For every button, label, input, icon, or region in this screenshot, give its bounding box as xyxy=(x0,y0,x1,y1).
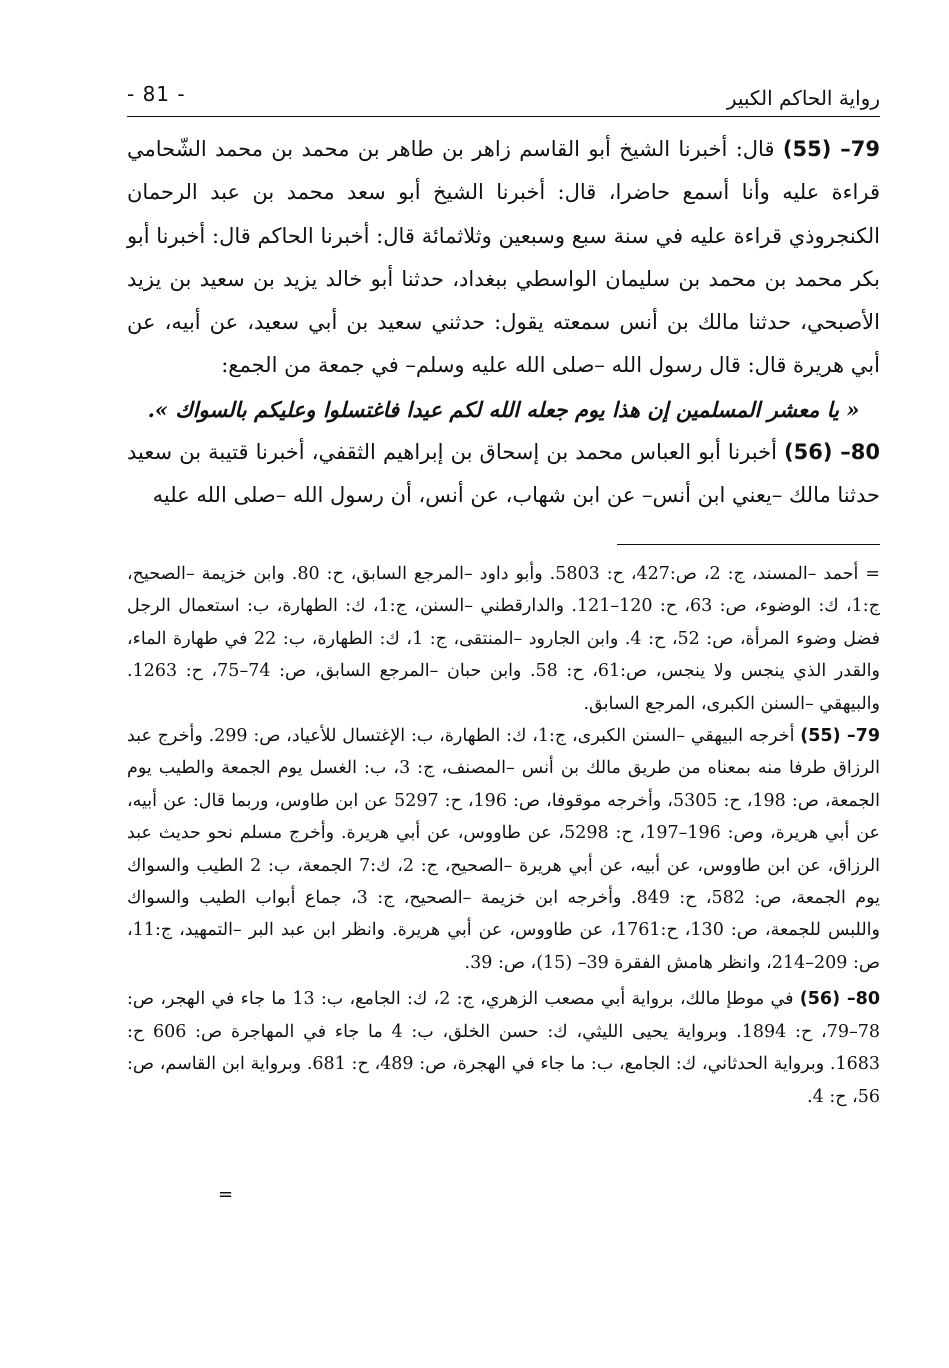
continuation-mark: = xyxy=(218,1184,234,1205)
running-title: رواية الحاكم الكبير xyxy=(726,86,880,110)
footnote-number: 80– (56) xyxy=(799,989,881,1010)
hadith-quote: « يا معشر المسلمين إن هذا يوم جعله الله لكم عيدا فاغتسلوا وعليكم بالسواك ». xyxy=(147,396,860,422)
footnote-80 xyxy=(127,983,880,1113)
paragraph-number: 79– (55) xyxy=(782,137,880,161)
footnote-79 xyxy=(127,720,880,979)
main-text xyxy=(127,128,880,518)
page-number: - 81 - xyxy=(127,82,186,106)
paragraph-text: قال: أخبرنا الشيخ أبو القاسم زاهر بن طاهر بن محمد بن محمد الشّحامي قراءة عليه وأنا أسمع حاضرا، قال: أخبرنا الشيخ أبو سعد محمد بن عبد الرحمان الكنجروذي قراءة عليه في سنة سبع وسبعين وثلاثمائة قال: أخبرنا الحاكم قال: أخبرنا أبو بكر محمد بن محمد بن سليمان الواسطي ببغداد، حدثنا أبو خالد يزيد بن سعيد بن يزيد الأصبحي، حدثنا مالك بن أنس سمعته يقول: حدثني سعيد بن أبي سعيد، عن أبيه، عن أبي هريرة قال: قال رسول الله –صلى الله عليه وسلم– في جمعة من الجمع: xyxy=(127,137,880,378)
footnote-number: 79– (55) xyxy=(800,726,881,747)
paragraph-80 xyxy=(127,431,880,518)
footnote-continuation: = أحمد –المسند، ج: 2، ص:427، ح: 5803. وأبو داود –المرجع السابق، ح: 80. وابن خزيمة –الصحيح، ج:1، ك: الوضوء، ص: 63، ح: 120–121. والدارقطني –السنن، ج:1، ك: الطهارة، ب: استعمال الرجل فضل وضوء المرأة، ص: 52، ح: 4. وابن الجارود –المنتقى، ج: 1، ك: الطهارة، ب: 22 في طهارة الماء، والقدر الذي ينجس ولا ينجس، ص:61، ح: 58. وابن حبان –المرجع السابق، ص: 74–75، ح: 1263. والبيهقي –السنن الكبرى، المرجع السابق. xyxy=(127,564,881,714)
paragraph-number: 80– (56) xyxy=(784,440,880,465)
page-header xyxy=(127,82,880,117)
footnote-divider xyxy=(617,544,880,545)
footnote-text: في موطإ مالك، برواية أبي مصعب الزهري، ج: 2، ك: الجامع، ب: 13 ما جاء في الهجر، ص: 78–79، ح: 1894. وبرواية يحيى الليثي، ك: حسن الخلق، ب: 4 ما جاء في المهاجرة ص: 606 ح: 1683. وبرواية الحدثاني، ك: الجامع، ب: ما جاء في الهجرة، ص: 489، ح: 681. وبرواية ابن القاسم، ص: 56، ح: 4. xyxy=(127,989,880,1107)
paragraph-text: أخبرنا أبو العباس محمد بن إسحاق بن إبراهيم الثقفي، أخبرنا قتيبة بن سعيد حدثنا مالك –يعني ابن أنس– عن ابن شهاب، عن أنس، أن رسول الله –صلى الله عليه xyxy=(127,440,880,508)
footnotes xyxy=(127,558,880,1113)
footnote-text: أخرجه البيهقي –السنن الكبرى، ج:1، ك: الطهارة، ب: الإغتسال للأعياد، ص: 299. وأخرج عبد الرزاق طرفا منه بمعناه من طريق مالك بن أنس –المصنف، ج: 3، ب: الغسل يوم الجمعة والطيب يوم الجمعة، ص: 198، ح: 5305، وأخرجه موقوفا، ص: 196، ح: 5297 عن ابن طاوس، وربما قال: عن أبيه، عن أبي هريرة، وص: 196–197، ح: 5298، عن طاووس، عن أبي هريرة. وأخرج مسلم نحو حديث عبد الرزاق، عن ابن طاووس، عن أبيه، عن أبي هريرة –الصحيح، ج: 2، ك:7 الجمعة، ب: 2 الطيب والسواك يوم الجمعة، ص: 582، ح: 849. وأخرجه ابن خزيمة –الصحيح، ج: 3، جماع أبواب الطيب والسواك واللبس للجمعة، ص: 130، ح:1761، عن طاووس، عن أبي هريرة. وانظر ابن عبد البر –التمهيد، ج:11، ص: 209–214، وانظر هامش الفقرة 39– (15)، ص: 39. xyxy=(127,726,881,973)
paragraph-79 xyxy=(127,128,880,388)
